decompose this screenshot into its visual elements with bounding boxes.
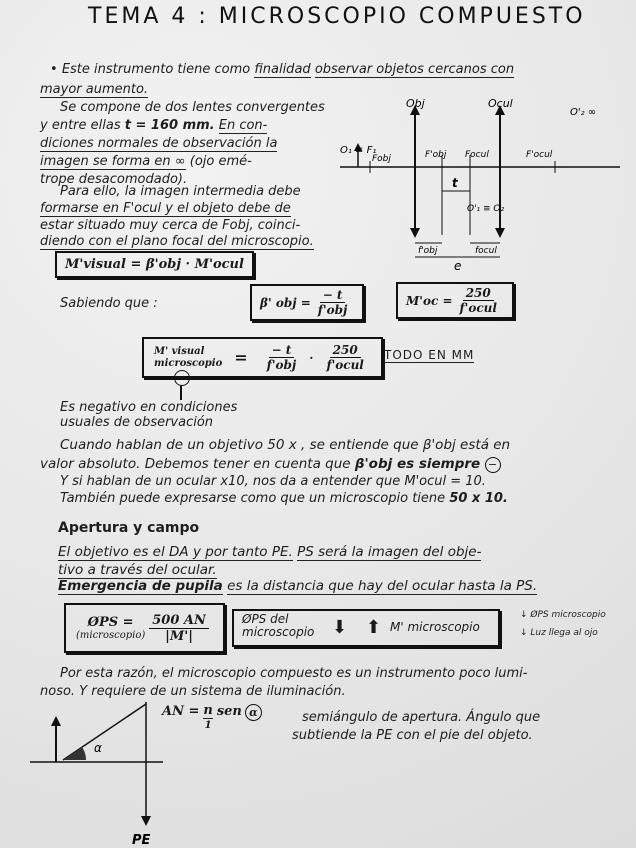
razon-line-1: Por esta razón, el microscopio compuesto es un instrumento poco lumi- [60, 666, 528, 681]
an-one: 1 [204, 720, 212, 731]
apertura-heading: Apertura y campo [58, 520, 200, 536]
label-ocul: Ocul [488, 97, 513, 110]
bullet: • [50, 62, 58, 77]
label-o1p: O'₁ ≡ O₂ [467, 204, 505, 214]
label-t: t [452, 176, 458, 190]
sabiendo-text: Sabiendo que : [60, 296, 158, 311]
ps-note-2: ↓ Luz llega al ojo [520, 628, 598, 638]
intro-finalidad: finalidad [254, 62, 311, 77]
label-focul: Focul [465, 150, 489, 160]
m-oc-box [396, 282, 514, 319]
objetivo-50x10: 50 x 10. [449, 491, 508, 506]
an-n: n [203, 703, 213, 718]
intro-text-a: Este instrumento tiene como [61, 62, 251, 77]
beta-obj-den: f'obj [317, 303, 348, 317]
composition-text-underlined: En con- [218, 118, 268, 133]
formula-micro-lhs [154, 346, 222, 370]
m-oc-fraction [457, 286, 500, 315]
label-obj: Obj [406, 97, 425, 110]
formula-micro-eq: = [234, 348, 248, 367]
formula-micro-den-1: f'obj [266, 358, 297, 372]
formula-ps-lhs-sub: (microscopio) [76, 630, 146, 641]
ocular-arrow-down [495, 228, 505, 238]
label-focul-bottom: focul [475, 246, 497, 256]
page-title: TEMA 4 : MICROSCOPIO COMPUESTO [88, 4, 586, 29]
composition-text: y entre ellas [40, 118, 121, 133]
label-fpobj-bottom: f'obj [418, 246, 438, 256]
an-alpha-label: α [94, 741, 102, 755]
formula-visual-box [55, 251, 254, 278]
objetivo-line-3: Y si hablan de un ocular x10, nos da a entender que M'ocul = 10. [60, 474, 486, 489]
apertura-line-1 [58, 544, 481, 560]
an-formula [162, 704, 262, 733]
apertura-da-pe: El objetivo es el DA y por tanto PE. [58, 544, 293, 560]
formula-micro-frac-2 [323, 343, 366, 372]
composition-t-value: t = 160 mm. [124, 118, 215, 133]
objetivo-line-2 [40, 456, 501, 473]
intro-line-1 [50, 62, 514, 77]
apertura-line-3 [58, 578, 537, 594]
beta-obj-fraction [315, 288, 351, 317]
formula-ps-num: 500 AN [149, 613, 209, 629]
todo-en-mm-note: TODO EN MM [384, 348, 475, 362]
ps-relation-label [242, 613, 314, 639]
objetivo-sign-circle: − [485, 457, 501, 473]
intermediate-line-1: Para ello, la imagen intermedia debe [60, 184, 301, 199]
composition-line-4 [40, 154, 252, 169]
negativo-line-1: Es negativo en condiciones [60, 400, 238, 415]
emergencia-pupila: Emergencia de pupila [58, 578, 223, 594]
beta-obj-lhs: β' obj = [260, 295, 311, 310]
objetivo-line-4-text: También puede expresarse como que un microscopio tiene [60, 491, 446, 506]
negativo-line-2: usuales de observación [60, 415, 214, 430]
negative-arrow-line [180, 386, 182, 400]
objetivo-line-4 [60, 491, 508, 506]
m-oc-lhs: M'oc = [406, 293, 453, 308]
m-oc-den: f'ocul [459, 301, 497, 315]
formula-visual-lhs: M'visual [65, 257, 126, 272]
beta-obj-num: − t [320, 288, 346, 303]
apertura-line-2: tivo a través del ocular. [58, 562, 217, 578]
intermediate-line-2: formarse en F'ocul y el objeto debe de [40, 201, 291, 216]
objetivo-line-2-text: valor absoluto. Debemos tener en cuenta que [40, 456, 351, 472]
an-formula-lhs: AN = [162, 704, 200, 719]
an-text-2: subtiende la PE con el pie del objeto. [292, 728, 533, 743]
ps-note-1: ↓ ØPS microscopio [520, 610, 606, 620]
composition-line-3: diciones normales de observación la [40, 136, 278, 151]
composition-line-2 [40, 118, 267, 133]
formula-visual-rhs: = β'obj · M'ocul [130, 257, 244, 272]
composition-infinity: imagen se forma en ∞ [40, 154, 186, 169]
intermediate-line-4: diendo con el plano focal del microscopio. [40, 234, 314, 249]
m-oc-num: 250 [463, 286, 494, 301]
formula-micro-lhs-1: M' visual [154, 345, 205, 357]
formula-ps-lhs: ØPS = [87, 615, 134, 630]
beta-obj-box [250, 284, 364, 321]
ps-relation-m: M' microscopio [390, 620, 480, 634]
emergencia-pupila-def: es la distancia que hay del ocular hasta la PS. [227, 578, 538, 594]
formula-ps-lhs-group [76, 615, 145, 641]
ps-relation-box [232, 609, 500, 647]
pe-label: PE [132, 833, 151, 848]
ps-relation-label-a: ØPS del [242, 612, 289, 626]
pe-arrow-head [141, 816, 151, 826]
composition-eye: (ojo emé- [189, 154, 252, 169]
formula-ps-den: |M'| [165, 628, 193, 644]
apertura-ps: PS será la imagen del obje- [297, 544, 482, 560]
objetivo-line-1: Cuando hablan de un objetivo 50 x , se entiende que β'obj está en [60, 437, 511, 453]
intermediate-line-3: estar situado muy cerca de Fobj, coinci- [40, 218, 301, 233]
composition-line-1: Se compone de dos lentes convergentes [60, 100, 325, 115]
an-alpha-circled: α [245, 704, 262, 721]
objective-arrow-down [410, 228, 420, 238]
negative-sign-circle: − [174, 370, 190, 386]
label-fobj: Fobj [372, 154, 391, 164]
formula-micro-lhs-2: microscopio [154, 357, 223, 369]
label-o2: O'₂ ∞ [570, 107, 597, 118]
an-sen: sen [216, 704, 242, 719]
objetivo-siempre: β'obj es siempre [354, 456, 481, 472]
formula-micro-num-2: 250 [330, 343, 361, 358]
aperture-diagram [28, 700, 168, 848]
an-object-arrow-head [51, 716, 61, 726]
formula-micro-dot: · [309, 350, 314, 365]
intro-text-c: observar objetos cercanos con [314, 62, 515, 77]
up-arrow-icon: ⬆ [366, 617, 382, 638]
formula-micro-num-1: − t [269, 343, 295, 358]
label-o1: O₁ ≡ F₁ [340, 145, 377, 156]
an-text-1: semiángulo de apertura. Ángulo que [302, 710, 541, 725]
formula-micro-den-2: f'ocul [326, 358, 364, 372]
composition-line-5: trope desacomodado). [40, 172, 188, 187]
an-n-over-1 [203, 704, 212, 733]
formula-ps-box [64, 603, 225, 653]
down-arrow-icon: ⬇ [332, 617, 348, 638]
microscope-ray-diagram [330, 95, 630, 275]
angle-hatch [63, 747, 86, 760]
label-e: e [454, 259, 462, 273]
label-fpobj: F'obj [425, 150, 447, 160]
intro-line-2: mayor aumento. [40, 82, 149, 97]
formula-ps-fraction [149, 613, 209, 644]
formula-micro-frac-1 [264, 343, 300, 372]
ps-relation-label-b: microscopio [242, 625, 315, 639]
label-fpocul: F'ocul [526, 150, 553, 160]
razon-line-2: noso. Y requiere de un sistema de iluminación. [40, 684, 346, 699]
